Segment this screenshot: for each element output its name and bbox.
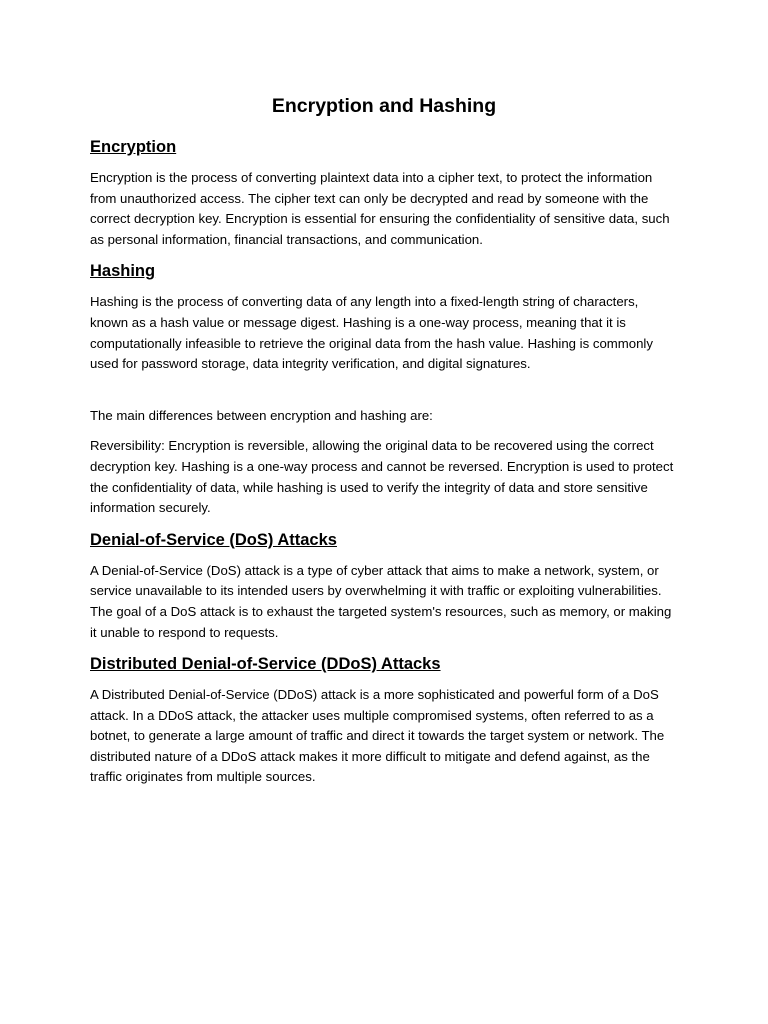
paragraph-hashing: Hashing is the process of converting data of any length into a fixed-length string of characters, known as a hash value or message digest. Hashing is a one-way process, meaning that it is computationally infeasible to retrieve the original data from the hash value. Hashing is commonly used for password storage, data integrity verification, and digital signatures. (90, 294, 653, 372)
paragraph-differences-intro: The main differences between encryption and hashing are: (90, 407, 433, 423)
paragraph-reversibility: Reversibility: Encryption is reversible, allowing the original data to be recovered using the correct decryption key. Hashing is a one-way process and cannot be reversed. Encryption is used to protect the confidentiality of data, while hashing is used to verify the integrity of data and store sensitive information securely. (90, 438, 674, 516)
section-heading-encryption: Encryption (90, 138, 177, 156)
section-heading-ddos: Distributed Denial-of-Service (DDoS) Attacks (90, 655, 441, 674)
document-title: Encryption and Hashing (271, 95, 497, 117)
paragraph-ddos: A Distributed Denial-of-Service (DDoS) attack is a more sophisticated and powerful form of a DoS attack. In a DDoS attack, the attacker uses multiple compromised systems, often referred to as a botnet, to generate a large amount of traffic and direct it towards the target system or network. The distributed nature of a DDoS attack makes it more difficult to mitigate and defend against, as the traffic originates from multiple sources. (90, 687, 665, 785)
paragraph-dos: A Denial-of-Service (DoS) attack is a type of cyber attack that aims to make a network, system, or service unavailable to its intended users by overwhelming it with traffic or exploiting vulnerabilities. The goal of a DoS attack is to exhaust the targeted system's resources, such as memory, or making it unable to respond to requests. (90, 562, 672, 640)
section-heading-dos: Denial-of-Service (DoS) Attacks (90, 530, 337, 549)
blank-line (90, 385, 678, 406)
paragraph-encryption: Encryption is the process of converting plaintext data into a cipher text, to protect the information from unauthorized access. The cipher text can only be decrypted and read by someone with the correct decryption key. Encryption is essential for ensuring the confidentiality of sensitive data, such as personal information, financial transactions, and communication. (90, 170, 670, 247)
section-heading-hashing: Hashing (90, 262, 156, 281)
